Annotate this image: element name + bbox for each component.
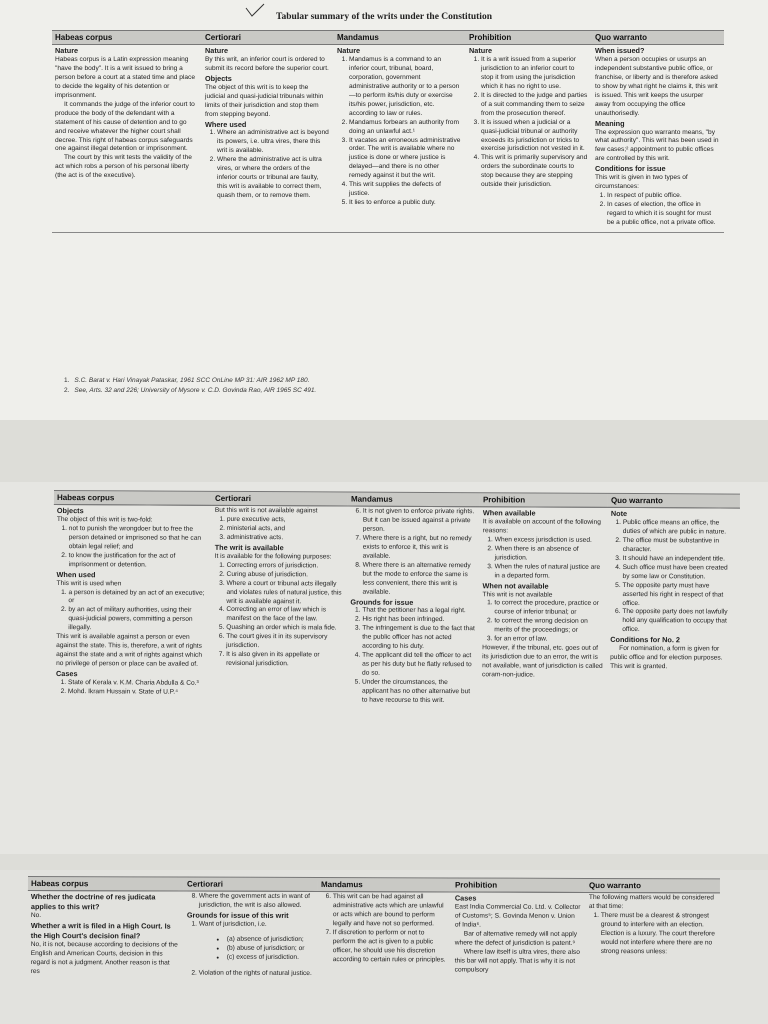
paragraph: It is available for the following purposes: [214, 552, 332, 561]
list-item: 4. Correcting an error of law which is manifest on the face of the law. [226, 606, 343, 625]
list-item: 6. It is not given to enforce private rights. But it can be issued against a private person. [363, 508, 476, 535]
cell-quo-warranto [592, 45, 724, 230]
writs-table-1 [52, 30, 724, 233]
paragraph: This writ is used when [56, 579, 122, 587]
page-1 [0, 0, 768, 420]
page-title: Tabular summary of the writs under the Constitution [276, 12, 492, 22]
col-header-prohibition: Prohibition [480, 493, 608, 508]
list-item: 4. The applicant did tell the officer to act as per his duty but he flatly refused to do so. [362, 652, 475, 679]
list-item: 2. Mandamus forbears an authority from doing an unlawful act.¹ [349, 119, 462, 137]
list-item: 5. It lies to enforce a public duty. [349, 199, 462, 208]
section-heading: Conditions for issue [595, 164, 666, 174]
col-header-mandamus: Mandamus [318, 878, 452, 892]
list-item: 1. Where an administrative act is beyond its powers, i.e. ultra vires, there this writ is available. [217, 129, 330, 156]
section-heading: Grounds for issue [350, 597, 414, 607]
col-header-habeas: Habeas corpus [28, 877, 184, 892]
list-item: 2. Violation of the rights of natural justice. [199, 969, 314, 978]
list-item: 1. There must be a clearest & strongest ground to interfere with an election. Election is a luxury. The court therefore would not interfere where there are no strong reasons unless: [601, 912, 716, 957]
numbered-list [610, 519, 736, 636]
numbered-list [187, 920, 314, 929]
col-header-quo-warranto: Quo warranto [608, 493, 740, 508]
col-header-certiorari: Certiorari [202, 31, 334, 45]
list-item: 3. for an error of law. [494, 636, 603, 646]
list-item: 1. Want of jurisdiction, i.e. [199, 920, 314, 929]
header-row [52, 31, 724, 45]
section-heading: Nature [205, 46, 229, 55]
list-item: 2. Curing abuse of jurisdiction. [227, 571, 344, 581]
list-item: 8. Where there is an alternative remedy but the mode to enforce the same is less convenient, there this writ is available. [362, 561, 475, 597]
section-heading: Nature [337, 46, 361, 55]
col-header-certiorari: Certiorari [184, 877, 318, 891]
col-header-quo-warranto: Quo warranto [586, 878, 720, 892]
section-heading: When available [482, 508, 536, 518]
list-item: 2. Where the administrative act is ultra vires, or where the orders of the inferior courts or tribunal are faulty, this writ is available to correct them, quash them, or to remove them. [217, 156, 330, 201]
footnote: 1. S.C. Barat v. Hari Vinayak Pataskar, 1961 SCC OnLine MP 31: AIR 1962 MP 180. [64, 377, 310, 384]
cell-certiorari [211, 505, 348, 707]
list-item: 3. Where a court or tribunal acts illegally and violates rules of natural justice, this writ is available against it. [226, 579, 343, 606]
paragraph: But this writ is not available against [214, 506, 318, 515]
list-item: • (c) excess of jurisdiction. [227, 954, 314, 963]
paragraph: It commands the judge of the inferior court to produce the body of the defendant with a statement of his cause of detention and to go and receive whatever the higher court shall decree. This right of habeas corpus safeguards one against illegal detention or imprisonment. [55, 100, 195, 153]
writs-table-2 [53, 490, 740, 710]
col-header-certiorari: Certiorari [212, 491, 348, 506]
paragraph: This writ is not available [482, 590, 553, 599]
list-item: 1. That the petitioner has a legal right. [362, 607, 475, 617]
paragraph: This writ is available against a person or even against the state. This is, therefore, a writ of rights against the state and a writ of rights against which no privilege of person or place can be availed of. [56, 633, 203, 668]
cell-prohibition [466, 45, 592, 230]
col-header-prohibition: Prohibition [452, 878, 586, 892]
list-item: 2. by an act of military authorities, using their quasi-judicial powers, committing a person illegally. [68, 606, 207, 634]
section-heading: Where used [205, 119, 247, 129]
paragraph: Bar of alternative remedy will not apply where the defect of jurisdiction is patent.⁹ [454, 930, 578, 947]
numbered-list [205, 129, 330, 201]
numbered-list [187, 969, 314, 978]
cell-mandamus [318, 892, 452, 982]
paragraph: For nomination, a form is given for public office and for election purposes. This writ is granted. [610, 645, 723, 671]
footnotes [64, 376, 316, 396]
numbered-list [215, 516, 344, 544]
list-item: 6. The court gives it in its supervisory jurisdiction. [226, 633, 343, 652]
list-item: 3. The infringement is due to the fact that the public officer has not acted according to his duty. [362, 625, 475, 652]
footnote: 2. See, Arts. 32 and 226; University of Mysore v. C.D. Govinda Rao, AIR 1965 SC 491. [64, 386, 317, 394]
numbered-list [214, 562, 344, 670]
list-item: • (b) abuse of jurisdiction; or [227, 945, 314, 954]
cell-certiorari [184, 891, 318, 981]
list-item: 1. When excess jurisdiction is used. [495, 536, 604, 546]
list-item: 2. It is directed to the judge and parties of a suit commanding them to seize from the prosecution thereof. [481, 92, 588, 119]
cell-mandamus [334, 45, 466, 230]
list-item: 2. In cases of election, the office in regard to which it is sought for must be a public office, not a private office. [607, 201, 720, 228]
col-header-prohibition: Prohibition [466, 31, 592, 45]
list-item: 1. State of Kerala v. K.M. Charia Abdulla & Co.³ [68, 679, 207, 689]
list-item: 2. to know the justification for the act of imprisonment or detention. [69, 552, 208, 571]
list-item: 4. This writ is primarily supervisory and orders the subordinate courts to stop because they are stepping outside their jurisdiction. [481, 154, 588, 190]
cell-habeas [28, 890, 184, 980]
list-item: 7. If discretion to perform or not to perform the act is given to a public officer, he should use his discretion according to certain rules or principles. [333, 929, 448, 965]
paragraph: The expression quo warranto means, "by what authority". This writ has been used in few cases;² appointment to public offices are controlled by this writ. [595, 128, 719, 163]
section-heading: When not available [482, 580, 549, 591]
list-item: 2. His right has been infringed. [362, 616, 475, 626]
cell-mandamus [347, 506, 480, 708]
list-item: 1. Mandamus is a command to an inferior court, tribunal, board, corporation, government administrative authority or to a person—to perform its/his duty or exercise its/his power, jurisdiction, etc. according to law or rules. [349, 56, 462, 119]
numbered-list [482, 600, 603, 645]
section-heading: Whether a writ is filed in a High Court. Is the High Court's decision final? [30, 920, 171, 941]
numbered-list [350, 508, 475, 598]
list-item: 6. This writ can be had against all administrative acts which are unlawful or acts which are bound to perform legally and have not so performed. [333, 893, 448, 929]
col-header-mandamus: Mandamus [348, 492, 480, 507]
section-heading: When issued? [595, 46, 645, 55]
paragraph: The object of this writ is to keep the judicial and quasi-judicial tribunals within limits of their jurisdiction and stop them from stepping beyond. [205, 83, 324, 118]
list-item: 6. The opposite party does not lawfully hold any qualification to occupy that office. [622, 608, 735, 635]
section-heading: The writ is available [214, 542, 284, 553]
page-2 [0, 482, 768, 854]
section-heading: Grounds for issue of this writ [186, 910, 289, 920]
list-item: 2. The office must be substantive in character. [623, 537, 736, 555]
paragraph: The following matters would be considered at that time: [588, 893, 714, 911]
section-heading: Whether the doctrine of res judicata applies to this writ? [30, 892, 156, 912]
list-item: 1. not to punish the wrongdoer but to free the person detained or imprisoned so that he can obtain legal relief; and [69, 525, 208, 553]
list-item: 1. It is a writ issued from a superior jurisdiction to an inferior court to stop it from using the jurisdiction which it has no right to use. [481, 56, 588, 92]
list-item: 3. It should have an independent title. [623, 555, 736, 565]
list-item: 2. When there is an absence of jurisdiction. [495, 545, 604, 563]
list-item: 3. It vacates an erroneous administrative order. The writ is available where no justice is done or where justice is delayed—and there is no other remedy against it but the writ. [349, 137, 462, 182]
section-heading: Nature [55, 46, 79, 55]
col-header-quo-warranto: Quo warranto [592, 31, 724, 45]
paragraph: Habeas corpus is a Latin expression meaning "have the body". It is a writ issued to bring a person before a court at a stated time and place to decide the legality of his detention or imprisonment. [55, 55, 196, 99]
paragraph: This writ is given in two types of circumstances: [595, 174, 688, 191]
section-heading: Cases [454, 893, 477, 903]
cell-prohibition [479, 507, 608, 709]
list-item: 1. Public office means an office, the duties of which are public in nature. [623, 519, 736, 537]
section-heading: Note [610, 508, 628, 519]
section-heading: Objects [56, 506, 84, 516]
cell-quo-warranto [586, 892, 720, 982]
paragraph: The court by this writ tests the validity of the act which robs a person of his personal liberty (the act is of the executive). [55, 154, 192, 180]
numbered-list [350, 607, 476, 706]
paragraph: When a person occupies or usurps an independent substantive public office, or franchise, or liberty and is therefore asked to show by what right he claims it, this writ is issued. This writ keeps the usurper away from occupying the office unauthorisedly. [595, 55, 718, 117]
list-item: 3. It is issued when a judicial or a quasi-judicial tribunal or authority exceeds its jurisdiction or tricks to exercise jurisdiction not vested in it. [481, 119, 588, 155]
numbered-list [589, 912, 716, 957]
lettered-list [187, 936, 314, 963]
paragraph: However, if the tribunal, etc. goes out of its jurisdiction due to an error, the writ is not available, want of jurisdiction is called coram-non-judice. [482, 644, 603, 679]
cell-habeas [52, 45, 202, 230]
list-item: 1. a person is detained by an act of an executive; or [68, 589, 207, 608]
list-item: 5. Quashing an order which is mala fide. [226, 624, 343, 634]
list-item: 1. to correct the procedure, practice or course of inferior tribunal; or [494, 600, 603, 618]
numbered-list [57, 525, 208, 571]
list-item: 7. It is also given in its appellate or revisional jurisdiction. [226, 651, 343, 670]
numbered-list [56, 589, 207, 635]
list-item: • (a) absence of jurisdiction; [227, 936, 314, 945]
numbered-list [187, 893, 314, 911]
paragraph: By this writ, an inferior court is ordered to submit its record before the superior court. [205, 55, 329, 72]
numbered-list [483, 536, 604, 581]
numbered-list [595, 192, 720, 228]
paragraph: East India Commercial Co. Ltd. v. Collector of Customs⁵; S. Govinda Menon v. Union of India⁶. [454, 903, 581, 929]
list-item: 2. ministerial acts, and [227, 525, 344, 535]
section-heading: When used [56, 569, 96, 579]
col-header-mandamus: Mandamus [334, 31, 466, 45]
list-item: 4. Such office must have been created by some law or Constitution. [623, 564, 736, 582]
col-header-habeas: Habeas corpus [54, 491, 212, 506]
cell-prohibition [452, 892, 586, 982]
list-item: 3. When the rules of natural justice are in a departed form. [495, 563, 604, 581]
list-item: 8. Where the government acts in want of jurisdiction, the writ is also allowed. [199, 893, 314, 911]
paragraph: No, it is not, because according to decisions of the English and American Courts, decision in this regard is not a judgment. Another reason is that res [30, 940, 178, 975]
list-item: 5. Under the circumstances, the applicant has no other alternative but to have recourse to this writ. [362, 679, 475, 706]
section-heading: Conditions for No. 2 [610, 635, 680, 645]
list-item: 2. to correct the wrong decision on merits of the proceedings; or [494, 618, 603, 636]
col-header-habeas: Habeas corpus [52, 31, 202, 45]
list-item: 7. Where there is a right, but no remedy exists to enforce it, this writ is available. [363, 534, 476, 561]
list-item: 2. Mohd. Ikram Hussain v. State of U.P.⁴ [68, 688, 207, 698]
writs-table-3 [28, 876, 720, 982]
numbered-list [56, 679, 207, 698]
list-item: 1. pure executive acts, [227, 516, 344, 526]
list-item: 3. administrative acts. [227, 534, 344, 544]
paragraph: Where law itself is ultra vires, there also this bar will not apply. That is why it is not compulsory [454, 948, 580, 974]
section-heading: Objects [205, 73, 232, 83]
list-item: 4. This writ supplies the defects of justice. [349, 181, 462, 199]
section-heading: Cases [56, 669, 78, 679]
section-heading: Meaning [595, 118, 625, 128]
numbered-list [337, 56, 462, 208]
numbered-list [321, 893, 448, 965]
page-3 [0, 870, 768, 1024]
list-item: 1. In respect of public office. [607, 192, 720, 201]
numbered-list [469, 56, 588, 190]
list-item: 5. The opposite party must have asserted his right in respect of that office. [622, 582, 735, 609]
cell-quo-warranto [607, 507, 740, 709]
paragraph: It is available on account of the following reasons: [482, 518, 601, 535]
cell-habeas [53, 504, 212, 706]
paragraph: The object of this writ is two-fold: [56, 515, 153, 524]
paragraph: No. [30, 911, 42, 919]
section-heading: Nature [469, 46, 493, 55]
list-item: 1. Correcting errors of jurisdiction. [227, 562, 344, 572]
cell-certiorari [202, 45, 334, 230]
